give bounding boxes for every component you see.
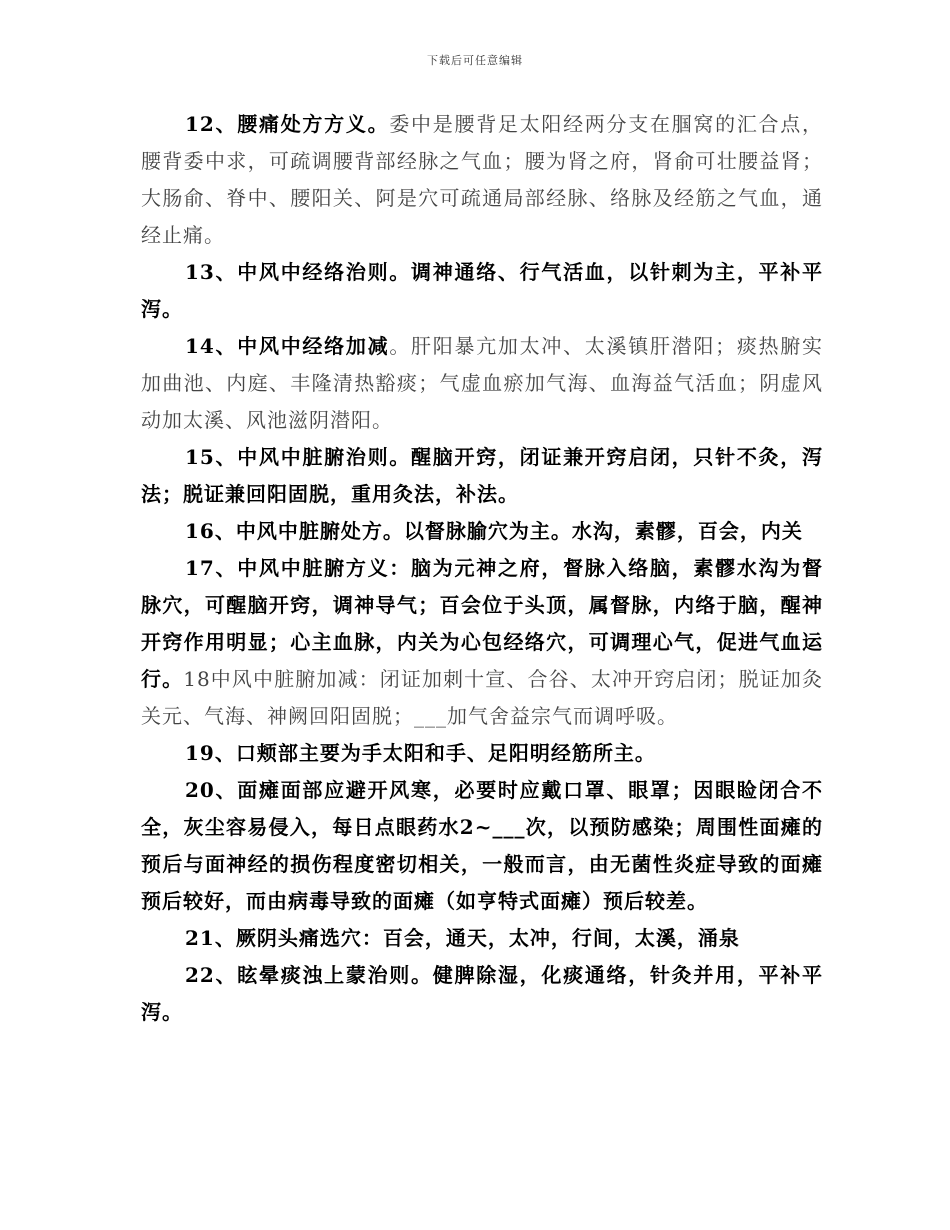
paragraph-19 [141,735,823,772]
paragraph-14-heading: 14、中风中经络加减 [185,334,390,358]
paragraph-12-text: 委中是腰背足太阳经两分支在腘窝的汇合点，腰背委中求，可疏调腰背部经脉之气血；腰为肾之府，肾俞可壮腰益肾；大肠俞、脊中、腰阳关、阿是穴可疏通局部经脉、络脉及经筋之气血，通经止痛。 [141,112,823,247]
paragraph-21-heading: 21、厥阴头痛选穴：百会，通天，太冲，行间，太溪，涌泉 [185,926,740,950]
paragraph-17-heading: 17、中风中脏腑方义：脑为元神之府，督脉入络脑，素髎水沟为督脉穴，可醒脑开窍，调神导气；百会位于头顶，属督脉，内络于脑，醒神开窍作用明显；心主血脉，内关为心包经络穴，可调理心气，促进气血运行。 [141,556,823,691]
paragraph-14-text: 。肝阳暴亢加太冲、太溪镇肝潜阳；痰热腑实加曲池、内庭、丰隆清热豁痰；气虚血瘀加气海、血海益气活血；阴虚风动加太溪、风池滋阴潜阳。 [141,334,823,432]
paragraph-12-heading: 12、腰痛处方方义。 [185,112,390,136]
paragraph-13 [141,254,823,328]
paragraph-15-heading: 15、中风中脏腑治则。醒脑开窍，闭证兼开窍启闭，只针不灸，泻法；脱证兼回阳固脱，重用灸法，补法。 [141,445,823,506]
paragraph-22-heading: 22、眩晕痰浊上蒙治则。健脾除湿，化痰通络，针灸并用，平补平泻。 [141,963,823,1024]
paragraph-22 [141,957,823,1031]
page-header: 下载后可任意编辑 [427,54,523,67]
paragraph-20 [141,772,823,920]
paragraph-17 [141,550,823,735]
paragraph-14 [141,328,823,439]
document-body [141,106,823,1031]
paragraph-19-heading: 19、口颊部主要为手太阳和手、足阳明经筋所主。 [185,741,656,765]
paragraph-13-heading: 13、中风中经络治则。调神通络、行气活血，以针刺为主，平补平泻。 [141,260,823,321]
paragraph-16-heading: 16、中风中脏腑处方。以督脉腧穴为主。水沟，素髎，百会，内关 [185,519,803,543]
paragraph-15 [141,439,823,513]
paragraph-12 [141,106,823,254]
paragraph-18-text: 18中风中脏腑加减：闭证加刺十宣、合谷、太冲开窍启闭；脱证加灸关元、气海、神阙回阳固脱；___加气舍益宗气而调呼吸。 [141,667,824,728]
paragraph-20-heading: 20、面瘫面部应避开风寒，必要时应戴口罩、眼罩；因眼睑闭合不全，灰尘容易侵入，每日点眼药水2~___次，以预防感染；周围性面瘫的预后与面神经的损伤程度密切相关，一般而言，由无菌性炎症导致的面瘫预后较好，而由病毒导致的面瘫（如亨特式面瘫）预后较差。 [141,778,823,913]
paragraph-21 [141,920,823,957]
paragraph-16 [141,513,823,550]
